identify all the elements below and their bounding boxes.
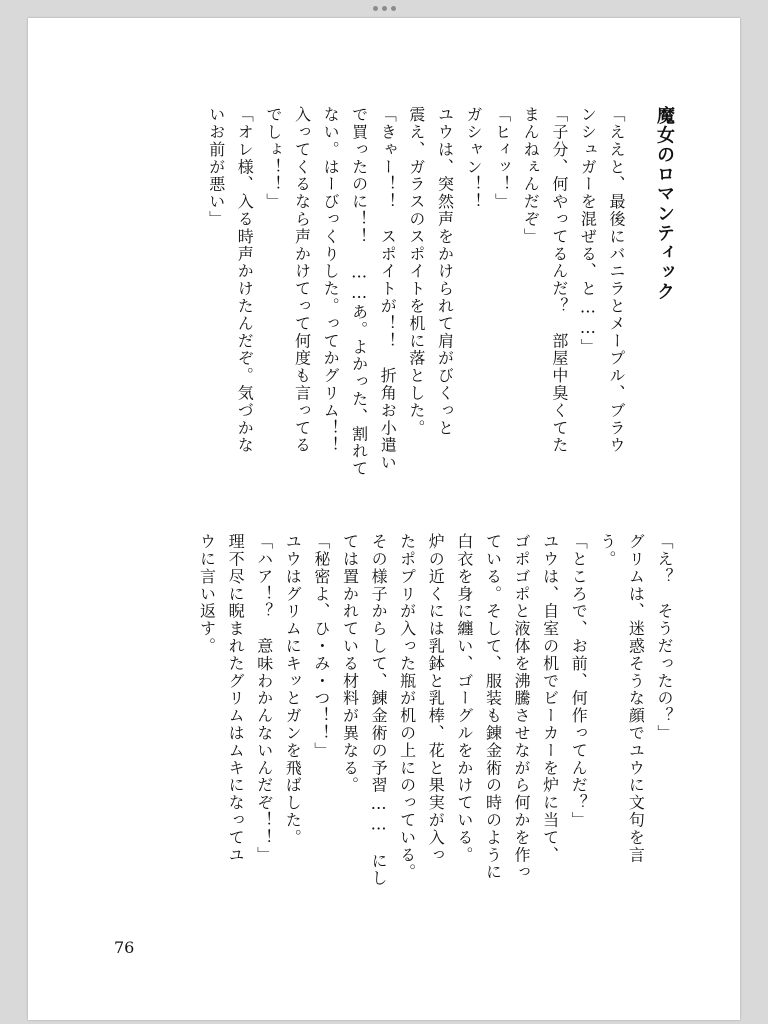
text-column: 「え？ そうだったの？」 [655,533,674,742]
text-column: う。 [597,533,617,568]
text-column: 「ヒィッ！」 [492,106,512,211]
text-block-lower [192,533,678,943]
text-column: ユウはグリムにキッとガンを飛ばした。 [283,533,303,847]
chapter-title: 魔女のロマンティック [654,106,675,302]
text-column: 白衣を身に纏い、ゴーグルをかけている。 [454,533,474,864]
text-column: 炉の近くには乳鉢と乳棒、花と果実が入っ [426,533,446,864]
text-column: ている。そして、服装も錬金術の時のように [483,533,503,881]
text-column: ゴポゴポと液体を沸騰させながら何かを作っ [512,533,532,881]
text-column: ユウは、自室の机でビーカーを炉に当て、 [540,533,560,864]
text-column: 「ところで、お前、何作ってんだ？」 [569,533,589,829]
text-column: で買ったのに！！ ……あ。よかった、割れて [349,106,369,478]
book-page [28,18,740,1020]
text-column: その様子からして、錬金術の予習…… にし [369,533,389,887]
text-block-upper [201,106,630,516]
handle-dot-icon [391,6,396,11]
text-column: ては置かれている材料が異なる。 [340,533,360,794]
text-column: いお前が悪い」 [206,106,226,228]
text-column: ウに言い返す。 [197,533,217,655]
text-column: 「ハア！？ 意味わかんないんだぞ！！」 [254,533,274,864]
text-column: ンシュガーを混ぜる、と……」 [578,106,598,356]
text-column: まんねぇんだぞ」 [521,106,541,246]
page-handle[interactable] [373,6,396,11]
text-column: 「秘密よ、ひ・み・つ！！」 [311,533,331,760]
text-column: 理不尽に睨まれたグリムはムキになってユ [226,533,246,864]
text-column: 「子分、何やってるんだ？ 部屋中臭くてた [549,106,569,454]
text-column: たポプリが入った瓶が机の上にのっている。 [397,533,417,881]
text-column: ユウは、突然声をかけられて肩がびくっと [435,106,455,437]
text-column: グリムは、迷惑そうな顔でユウに文句を言 [626,533,646,864]
text-column: 震え、ガラスのスポイトを机に落とした。 [406,106,426,437]
text-column: 入ってくるなら声かけてって何度も言ってる [292,106,312,454]
text-column: ない。はーびっくりした。ってかグリム！！ [321,106,341,454]
text-column: 「きゃー！！ スポイトが！！ 折角お小遣い [378,106,398,472]
text-column: 「オレ様、入る時声かけたんだぞ。気づかな [235,106,255,454]
text-column: ガシャン！！ [464,106,484,211]
handle-dot-icon [382,6,387,11]
handle-dot-icon [373,6,378,11]
text-column: でしょ！！」 [263,106,283,211]
text-column: 「ええと、最後にバニラとメープル、ブラウ [607,106,626,454]
page-number: 76 [114,938,135,957]
